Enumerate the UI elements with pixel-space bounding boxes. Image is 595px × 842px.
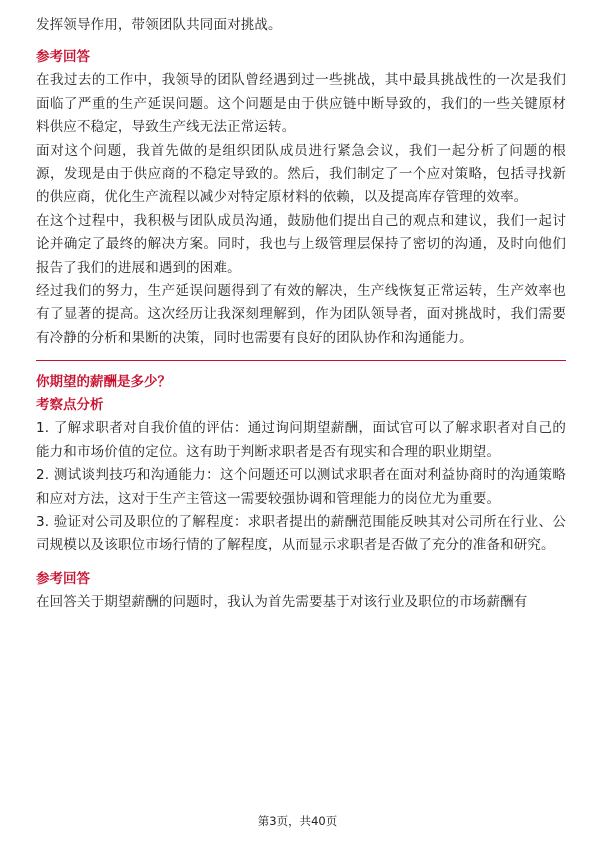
document-body <box>36 14 566 614</box>
intro-line: 发挥领导作用，带领团队共同面对挑战。 <box>36 17 282 33</box>
analysis-item: 2. 测试谈判技巧和沟通能力：这个问题还可以测试求职者在面对利益协商时的沟通策略和应对方法，这对于生产主管这一需要较强协调和管理能力的岗位尤为重要。 <box>36 467 566 507</box>
question-title: 你期望的薪酬是多少？ <box>36 374 171 391</box>
page-number: 第3页，共40页 <box>257 814 338 828</box>
reference-answer-heading: 参考回答 <box>36 49 90 66</box>
analysis-heading: 考察点分析 <box>36 397 104 414</box>
reference-answer-heading: 参考回答 <box>36 570 90 587</box>
answer-paragraph: 在这个过程中，我积极与团队成员沟通，鼓励他们提出自己的观点和建议，我们一起讨论并确定了最终的解决方案。同时，我也与上级管理层保持了密切的沟通，及时向他们报告了我们的进展和遇到的困难。 <box>36 212 566 276</box>
answer-paragraph: 经过我们的努力，生产延误问题得到了有效的解决，生产线恢复正常运转，生产效率也有了显著的提高。这次经历让我深刻理解到，作为团队领导者，面对挑战时，我们需要有冷静的分析和果断的决策，同时也需要有良好的团队协作和沟通能力。 <box>36 283 566 346</box>
answer-paragraph: 面对这个问题，我首先做的是组织团队成员进行紧急会议，我们一起分析了问题的根源，发现是由于供应商的不稳定导致的。然后，我们制定了一个应对策略，包括寻找新的供应商，优化生产流程以减少对特定原材料的依赖，以及提高库存管理的效率。 <box>36 142 566 206</box>
analysis-item: 3. 验证对公司及职位的了解程度：求职者提出的薪酬范围能反映其对公司所在行业、公司规模以及该职位市场行情的了解程度，从而显示求职者是否做了充分的准备和研究。 <box>36 513 566 554</box>
section-divider <box>36 360 566 361</box>
answer-paragraph: 在回答关于期望薪酬的问题时，我认为首先需要基于对该行业及职位的市场薪酬有 <box>36 593 528 610</box>
analysis-item: 1. 了解求职者对自我价值的评估：通过询问期望薪酬，面试官可以了解求职者对自己的能力和市场价值的定位。这有助于判断求职者是否有现实和合理的职业期望。 <box>36 420 566 460</box>
answer-paragraph: 在我过去的工作中，我领导的团队曾经遇到过一些挑战，其中最具挑战性的一次是我们面临了严重的生产延误问题。这个问题是由于供应链中断导致的，我们的一些关键原材料供应不稳定，导致生产线无法正常运转。 <box>36 72 566 136</box>
